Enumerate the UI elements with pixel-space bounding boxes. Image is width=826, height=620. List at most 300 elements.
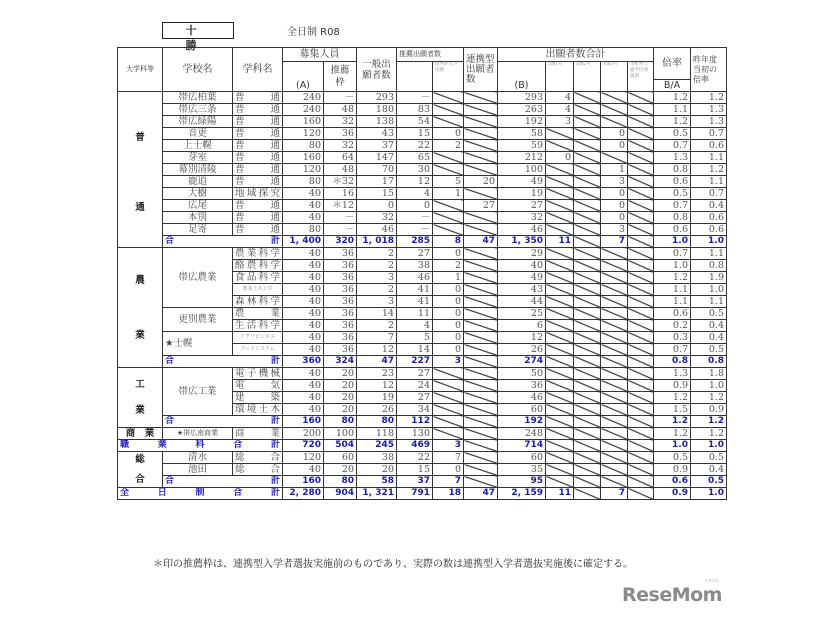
cell-rq: －	[324, 212, 357, 224]
diagonal-cell	[464, 212, 498, 224]
cell-last: 1.9	[691, 272, 727, 284]
header-quota: 募集人員	[283, 48, 357, 62]
cell-gen: 1, 018	[357, 236, 397, 248]
cell-ratio: 1.2	[654, 428, 691, 440]
cell-b: 49	[498, 176, 546, 188]
cell-gen: 12	[357, 344, 397, 356]
cell-rq: 36	[324, 284, 357, 296]
header-outside: 道外からの出願	[433, 62, 464, 92]
diagonal-cell	[628, 248, 654, 260]
dept-name: 総 合	[233, 464, 283, 476]
cell-rq: 36	[324, 344, 357, 356]
header-recommend-apps: 推薦出願者数	[397, 48, 464, 62]
cell-last: 0.5	[691, 476, 727, 488]
cell-rec: 285	[397, 236, 433, 248]
cell-b: 36	[498, 380, 546, 392]
diagonal-cell	[574, 176, 601, 188]
cell-gen: 1, 321	[357, 488, 397, 500]
footnote: ＊印の推薦枠は、連携型入学者選抜実施前のものであり、実際の数は連携型入学者選抜実施後に確定する。	[153, 559, 633, 570]
cell-rec: 469	[397, 440, 433, 452]
cell-last: 1.0	[691, 236, 727, 248]
diagonal-cell	[574, 476, 601, 488]
cell-b: 6	[498, 320, 546, 332]
diagonal-cell	[574, 116, 601, 128]
cell-gen: 47	[357, 356, 397, 368]
cell-out: 2	[433, 140, 464, 152]
cell-a: 240	[283, 104, 324, 116]
diagonal-cell	[601, 92, 628, 104]
header-linked: 連携型出願者数	[464, 48, 498, 92]
cell-gen: 32	[357, 212, 397, 224]
cell-last: 0.8	[691, 356, 727, 368]
cell-a: 2, 280	[283, 488, 324, 500]
table-body	[118, 92, 727, 500]
diagonal-cell	[601, 356, 628, 368]
cell-c1: 4	[546, 92, 574, 104]
cell-gen: 2	[357, 248, 397, 260]
school-name: 大樹	[163, 188, 233, 200]
total-label	[118, 440, 283, 452]
cell-b: 192	[498, 416, 546, 428]
cell-last: 1.1	[691, 296, 727, 308]
dept-name: 普 通	[233, 152, 283, 164]
diagonal-cell	[464, 320, 498, 332]
cell-last: 1.2	[691, 416, 727, 428]
diagonal-cell	[546, 452, 574, 464]
dept-name: 建 築	[233, 392, 283, 404]
cell-out: 0	[433, 320, 464, 332]
total-label-right: 計	[270, 236, 280, 246]
total-label-left: 合	[165, 416, 175, 426]
diagonal-cell	[628, 428, 654, 440]
cell-rq: 32	[324, 140, 357, 152]
diagonal-cell	[601, 332, 628, 344]
diagonal-cell	[628, 296, 654, 308]
cell-b: 58	[498, 128, 546, 140]
diagonal-cell	[628, 344, 654, 356]
cell-b: 192	[498, 116, 546, 128]
cell-rq: 80	[324, 476, 357, 488]
cell-out: 0	[433, 464, 464, 476]
cell-gen: 38	[357, 452, 397, 464]
diagonal-cell	[574, 236, 601, 248]
cell-rq: －	[324, 224, 357, 236]
cell-rq: 64	[324, 152, 357, 164]
diagonal-cell	[628, 320, 654, 332]
dept-name: 生活科学	[233, 320, 283, 332]
diagonal-cell	[464, 332, 498, 344]
cell-out: 7	[433, 452, 464, 464]
cell-a: 40	[283, 464, 324, 476]
cell-a: 240	[283, 92, 324, 104]
cell-rec: 54	[397, 116, 433, 128]
diagonal-cell	[574, 404, 601, 416]
diagonal-cell	[574, 320, 601, 332]
cell-last: 1.2	[691, 164, 727, 176]
cell-ratio: 0.6	[654, 176, 691, 188]
cell-c3: 0	[601, 128, 628, 140]
diagonal-cell	[574, 188, 601, 200]
cell-last: 0.4	[691, 320, 727, 332]
diagonal-cell	[546, 380, 574, 392]
dept-name: 環境土木	[233, 404, 283, 416]
cell-gen: 19	[357, 392, 397, 404]
diagonal-cell	[546, 248, 574, 260]
cell-out: 18	[433, 488, 464, 500]
cell-last: 1.0	[691, 380, 727, 392]
table-row	[118, 332, 727, 344]
cell-ratio: 0.7	[654, 140, 691, 152]
diagonal-cell	[546, 344, 574, 356]
total-label-right: 計	[270, 356, 280, 366]
cell-b: 49	[498, 272, 546, 284]
watermark-brand: ReseMom	[622, 584, 722, 606]
school-name: 清水	[163, 452, 233, 464]
cell-rec: 791	[397, 488, 433, 500]
total-label-char: 日	[157, 488, 167, 498]
cell-c3: 3	[601, 176, 628, 188]
diagonal-cell	[574, 452, 601, 464]
cell-rec: 34	[397, 404, 433, 416]
subtitle: 全日制 R08	[287, 27, 340, 38]
diagonal-cell	[574, 440, 601, 452]
category-char: 業	[135, 329, 145, 341]
cell-rec: 38	[397, 260, 433, 272]
cell-last: 1.1	[691, 152, 727, 164]
cell-out: 0	[433, 128, 464, 140]
dept-name: 普 通	[233, 212, 283, 224]
diagonal-cell	[464, 284, 498, 296]
dept-name: 商 業	[233, 428, 283, 440]
header-recommend-blank	[397, 62, 433, 92]
diagonal-cell	[546, 296, 574, 308]
diagonal-cell	[574, 308, 601, 320]
diagonal-cell	[464, 92, 498, 104]
cell-gen: 118	[357, 428, 397, 440]
cell-rec: 27	[397, 368, 433, 380]
table-row	[118, 128, 727, 140]
diagonal-cell	[546, 476, 574, 488]
diagonal-cell	[574, 272, 601, 284]
diagonal-cell	[546, 368, 574, 380]
cell-rq: ＊32	[324, 176, 357, 188]
diagonal-cell	[546, 164, 574, 176]
diagonal-cell	[464, 128, 498, 140]
diagonal-cell	[464, 260, 498, 272]
school-name: ★士幌	[163, 332, 233, 356]
cell-rec: 83	[397, 104, 433, 116]
diagonal-cell	[433, 224, 464, 236]
total-label-char: 全	[120, 488, 130, 498]
diagonal-cell	[574, 92, 601, 104]
header-dept: 学科名	[233, 48, 283, 92]
cell-gen: 3	[357, 272, 397, 284]
dept-name: 普 通	[233, 128, 283, 140]
diagonal-cell	[628, 464, 654, 476]
dept-name: 総 合	[233, 452, 283, 464]
category-char: 通	[135, 202, 145, 213]
cell-rq: 324	[324, 356, 357, 368]
cell-out: 5	[433, 176, 464, 188]
header-municipal: 市町村立通学区域規則	[628, 62, 654, 92]
dept-name: アグリビジネス	[233, 332, 283, 344]
diagonal-cell	[464, 380, 498, 392]
school-name: 帯広農業	[163, 248, 233, 308]
cell-b: 60	[498, 452, 546, 464]
cell-out: 0	[433, 248, 464, 260]
diagonal-cell	[433, 404, 464, 416]
total-label-char: 制	[195, 488, 205, 498]
cell-rec: 46	[397, 272, 433, 284]
cell-ratio: 0.8	[654, 164, 691, 176]
diagonal-cell	[464, 452, 498, 464]
cell-ratio: 0.9	[654, 488, 691, 500]
diagonal-cell	[628, 392, 654, 404]
total-row	[118, 416, 727, 428]
diagonal-cell	[601, 308, 628, 320]
diagonal-cell	[628, 272, 654, 284]
applicant-table	[117, 47, 727, 500]
cell-gen: 58	[357, 476, 397, 488]
dept-name: 農業科学	[233, 248, 283, 260]
school-name: 本別	[163, 212, 233, 224]
cell-rec: 14	[397, 344, 433, 356]
diagonal-cell	[628, 128, 654, 140]
diagonal-cell	[433, 428, 464, 440]
cell-a: 1, 400	[283, 236, 324, 248]
cell-a: 40	[283, 248, 324, 260]
header-total-b: (B)	[498, 62, 546, 92]
cell-out: 0	[433, 308, 464, 320]
cell-c1: 11	[546, 236, 574, 248]
cell-rec: 130	[397, 428, 433, 440]
cell-b: 44	[498, 296, 546, 308]
dept-name: 電 気	[233, 380, 283, 392]
cell-link: 27	[464, 200, 498, 212]
diagonal-cell	[464, 344, 498, 356]
diagonal-cell	[601, 284, 628, 296]
header-art2: 3条2号	[574, 62, 601, 92]
diagonal-cell	[433, 164, 464, 176]
diagonal-cell	[601, 260, 628, 272]
diagonal-cell	[628, 452, 654, 464]
region-title: 十 勝	[162, 22, 234, 39]
cell-rec: 27	[397, 392, 433, 404]
diagonal-cell	[628, 380, 654, 392]
cell-ratio: 0.7	[654, 248, 691, 260]
cell-ratio: 1.1	[654, 284, 691, 296]
diagonal-cell	[546, 404, 574, 416]
category-char: 農	[135, 274, 145, 286]
cell-gen: 2	[357, 320, 397, 332]
total-row	[118, 356, 727, 368]
diagonal-cell	[628, 116, 654, 128]
cell-c3: 0	[601, 188, 628, 200]
cell-ratio: 1.0	[654, 260, 691, 272]
cell-a: 40	[283, 344, 324, 356]
total-label	[118, 488, 283, 500]
cell-rq: 36	[324, 308, 357, 320]
cell-gen: 12	[357, 380, 397, 392]
diagonal-cell	[574, 392, 601, 404]
cell-a: 120	[283, 452, 324, 464]
diagonal-cell	[601, 272, 628, 284]
diagonal-cell	[574, 356, 601, 368]
table-row	[118, 164, 727, 176]
cell-c3: 0	[601, 212, 628, 224]
cell-a: 80	[283, 176, 324, 188]
cell-gen: 7	[357, 332, 397, 344]
cell-b: 40	[498, 260, 546, 272]
cell-rec: －	[397, 92, 433, 104]
cell-last: 0.5	[691, 308, 727, 320]
diagonal-cell	[574, 296, 601, 308]
school-name: 足寄	[163, 224, 233, 236]
cell-out: 8	[433, 236, 464, 248]
diagonal-cell	[546, 212, 574, 224]
diagonal-cell	[628, 140, 654, 152]
cell-ratio: 0.2	[654, 320, 691, 332]
category-char: 工	[135, 379, 145, 390]
diagonal-cell	[601, 464, 628, 476]
dept-name: 普 通	[233, 104, 283, 116]
diagonal-cell	[546, 332, 574, 344]
cell-b: 1, 350	[498, 236, 546, 248]
cell-rq: 80	[324, 416, 357, 428]
cell-b: 212	[498, 152, 546, 164]
total-label	[163, 236, 283, 248]
cell-rq: 36	[324, 248, 357, 260]
total-label-right: 計	[270, 416, 280, 426]
header-art3: 3条3号	[601, 62, 628, 92]
cell-rec: 4	[397, 320, 433, 332]
diagonal-cell	[574, 416, 601, 428]
diagonal-cell	[628, 260, 654, 272]
cell-b: 714	[498, 440, 546, 452]
cell-gen: 3	[357, 296, 397, 308]
cell-last: 0.7	[691, 128, 727, 140]
cell-b: 19	[498, 188, 546, 200]
cell-rec: 0	[397, 200, 433, 212]
diagonal-cell	[628, 356, 654, 368]
dept-name: 普 通	[233, 140, 283, 152]
cell-rec: 5	[397, 332, 433, 344]
diagonal-cell	[574, 104, 601, 116]
dept-name: 普 通	[233, 116, 283, 128]
diagonal-cell	[628, 368, 654, 380]
total-label-char: 合	[233, 440, 243, 450]
cell-rec: 22	[397, 140, 433, 152]
cell-c3: 0	[601, 200, 628, 212]
cell-a: 40	[283, 272, 324, 284]
cell-a: 40	[283, 284, 324, 296]
diagonal-cell	[433, 152, 464, 164]
table-row	[118, 464, 727, 476]
cell-a: 40	[283, 392, 324, 404]
cell-last: 0.6	[691, 224, 727, 236]
diagonal-cell	[628, 308, 654, 320]
cell-gen: 15	[357, 188, 397, 200]
cell-link: 47	[464, 488, 498, 500]
cell-out: 1	[433, 188, 464, 200]
dept-name: 農 業	[233, 308, 283, 320]
total-label-char: 計	[270, 440, 280, 450]
cell-a: 40	[283, 212, 324, 224]
cell-ratio: 0.6	[654, 476, 691, 488]
cell-a: 720	[283, 440, 324, 452]
cell-last: 0.9	[691, 404, 727, 416]
cell-rq: 504	[324, 440, 357, 452]
diagonal-cell	[546, 308, 574, 320]
cell-out: 2	[433, 260, 464, 272]
cell-last: 0.4	[691, 332, 727, 344]
cell-ratio: 1.0	[654, 236, 691, 248]
cell-rq: 20	[324, 380, 357, 392]
diagonal-cell	[546, 464, 574, 476]
cell-rq: 32	[324, 116, 357, 128]
cell-last: 0.6	[691, 212, 727, 224]
cell-gen: 46	[357, 224, 397, 236]
cell-out: 3	[433, 356, 464, 368]
table-row	[118, 116, 727, 128]
diagonal-cell	[464, 464, 498, 476]
diagonal-cell	[546, 224, 574, 236]
dept-name: 食品科学	[233, 272, 283, 284]
table-row	[118, 452, 727, 464]
dept-name: 普 通	[233, 224, 283, 236]
diagonal-cell	[546, 176, 574, 188]
diagonal-cell	[464, 272, 498, 284]
header-school: 学校名	[163, 48, 233, 92]
cell-out: 1	[433, 272, 464, 284]
cell-rq: 36	[324, 332, 357, 344]
dept-name: 普 通	[233, 164, 283, 176]
diagonal-cell	[574, 488, 601, 500]
cell-last: 0.5	[691, 344, 727, 356]
total-label	[163, 416, 283, 428]
cell-c1: 3	[546, 116, 574, 128]
cell-a: 40	[283, 404, 324, 416]
cell-rq: 36	[324, 296, 357, 308]
cell-last: 0.8	[691, 260, 727, 272]
cell-a: 160	[283, 116, 324, 128]
cell-ratio: 1.2	[654, 416, 691, 428]
school-name: ★帯広南商業	[163, 428, 233, 440]
school-name: 帯広工業	[163, 368, 233, 416]
total-label	[163, 356, 283, 368]
cell-rq: 48	[324, 164, 357, 176]
cell-ratio: 0.7	[654, 200, 691, 212]
category-general	[118, 452, 163, 488]
cell-rec: 112	[397, 416, 433, 428]
cell-out: 0	[433, 332, 464, 344]
cell-rq: 60	[324, 452, 357, 464]
cell-a: 40	[283, 296, 324, 308]
cell-gen: 2	[357, 284, 397, 296]
cell-b: 293	[498, 92, 546, 104]
cell-b: 60	[498, 404, 546, 416]
cell-out: 7	[433, 476, 464, 488]
cell-rq: 20	[324, 404, 357, 416]
cell-gen: 43	[357, 128, 397, 140]
diagonal-cell	[628, 416, 654, 428]
cell-ratio: 0.3	[654, 332, 691, 344]
total-label-left: 合	[165, 356, 175, 366]
diagonal-cell	[628, 440, 654, 452]
category-futsu	[118, 92, 163, 248]
diagonal-cell	[574, 152, 601, 164]
cell-gen: 70	[357, 164, 397, 176]
